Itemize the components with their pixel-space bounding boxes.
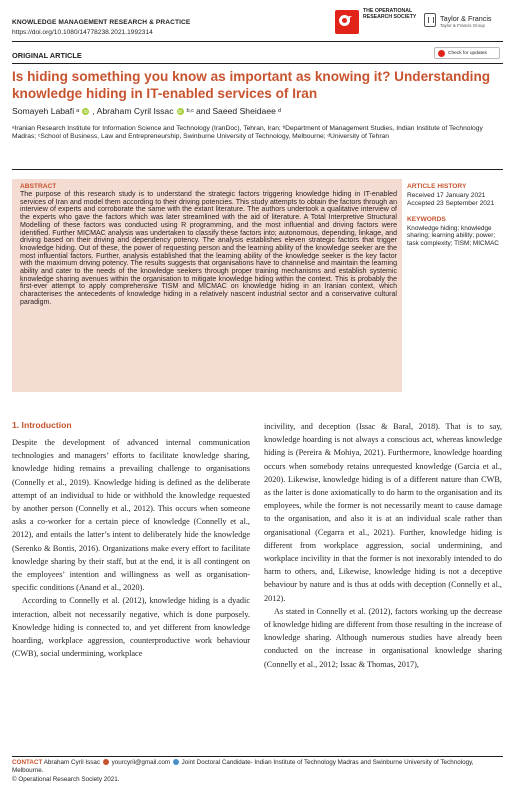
abstract-text: The purpose of this research study is to understand the strategic factors triggering knowledge hiding in IT-enabled services of Iran and model them according to their driving potencies. This study attempts to obtain the factors through an interview of experts and corroborate the same with the extant literature. The authors undertook a qualitative interview of the experts who gave the factors which was later streamlined with the aid of literature. A Total Interpretive Structural Modelling of these factors was conducted using R programming, and the most influential and driving factors were identified. Further MICMAC analysis was undertaken to classify these factors into; autonomous, depending, linkage, and driving based on their driving and dependency potency. The analysis establishes eleven strategic factors that trigger knowledge hiding. Out of these, the power of requesting person and the learning ability of the knowledge seeker are the most influential factors. Further, analysis established that the learning ability of the knowledge seeker is the key factor with the maximum driving potency. The results suggests that organisations have to channelise and maintain the learning ability and cater to the needs of the knowledge seekers through proper training mechanisms and establish systemic knowledge sharing avenues within the organisation to mitigate knowledge hiding within the context. This is probably the first-ever attempt to apply comprehensive TISM and MICMAC on knowledge hiding in an Iranian context, which characterises the antecedents of knowledge hiding in a relatively nascent industrial sector and a conservative cultural paradigm. [20,191,397,306]
article-title: Is hiding something you know as important as knowing it? Understanding knowledge hiding in IT-enabled services of Iran [12,69,491,101]
email-icon [103,759,109,765]
affiliation-rule [12,169,503,170]
publisher-subname: Taylor & Francis Group [440,23,485,28]
author-name: Saeed Sheidaee [212,106,276,116]
author-name: Abraham Cyril Issac [96,106,174,116]
paragraph: Despite the development of advanced internal communication technologies and managers’ efforts to facilitate knowledge sharing, knowledge hiding remains a prevailing challenge to organisations (Connelly et al., 2019). Knowledge hiding is defined as the deliberate attempt of an individual to hide or withhold the knowledge requested by another person (Connelly et al., 2012). This occurs when someone asks a co-worker for a certain piece of knowledge (Connelly et al., 2012), and entails the latter’s intent to deliberately hide the knowledge (Serenko & Bontis, 2016). Organizations make every effort to facilitate knowledge sharing by their staff, but at the end, it is all contingent on the employees’ intention and willingness as well as organisation-specific conditions (Anand et al., 2020). [12,438,250,593]
section-heading: 1. Introduction [12,420,72,430]
author-separator: , [92,106,95,116]
contact-block [12,759,503,774]
article-type: ORIGINAL ARTICLE [12,51,82,60]
paragraph: incivility, and deception (Issac & Baral, 2018). That is to say, knowledge hoarding is not always a conscious act, whereas knowledge hiding is (Pereira & Mohiya, 2021). Furthermore, knowledge hoarding occurs when somebody retains unrequested knowledge (Garcia et al., 2020). Likewise, knowledge hiding is of a different nature than CWB, as the latter is done axiomatically to do harm to the organisation and its employees, while the former is not necessarily meant to cause damage to the organisation, and also it is at an individual scale rather than organisational (Cegarra et al., 2021). Further, knowledge hiding is different from workplace aggression, social undermining, and workplace incivility in that the former is not inexorably intended to do harm to others, and, Likewise, knowledge hiding is not a deceptive behaviour by nature and is thus at odds with deception (Connelly et al., 2012). [264,422,502,603]
doi-link[interactable]: https://doi.org/10.1080/14778238.2021.1992314 [12,29,153,36]
body-column-left [12,436,250,660]
check-updates-icon [438,50,445,57]
keywords-list: Knowledge hiding; knowledge sharing; learning ability; power; task complexity; TISM; MICMAC [407,225,499,247]
check-updates-button[interactable] [434,47,500,59]
author-affil-mark: d [277,108,282,114]
journal-name: KNOWLEDGE MANAGEMENT RESEARCH & PRACTICE [12,19,191,26]
society-logo-icon: r [335,10,359,34]
contact-note: Joint Doctoral Candidate- Indian Institute of Technology Madras and Swinburne University of Technology, Melbourne. [12,759,474,774]
copyright: © Operational Research Society 2021. [12,776,120,783]
abstract-heading: ABSTRACT [20,183,57,190]
author-list [12,106,502,116]
header-rule [12,41,503,42]
society-name: THE OPERATIONAL RESEARCH SOCIETY [363,8,417,20]
contact-label: CONTACT [12,759,43,766]
contact-email[interactable]: yourcyril@gmail.com [111,759,171,766]
publisher-logo-icon [424,13,436,27]
orcid-icon[interactable]: iD [83,108,88,114]
title-rule [12,63,503,64]
orcid-icon[interactable]: iD [177,108,183,114]
accepted-date: Accepted 23 September 2021 [407,200,495,207]
author-name: Somayeh Labafi [12,106,75,116]
paragraph: According to Connelly et al. (2012), knowledge hiding is a dyadic interaction, albeit not necessarily negative, which is done purposely. Knowledge hiding is connected to, and yet different from knowledge hoarding, workplace aggression, counterproductive work behaviour (CWB), social undermining, workplace [12,596,250,659]
affiliations: ᵃIranian Research Institute for Information Science and Technology (IranDoc), Tehran, Iran; ᵇDepartment of Management Studies, Indian Institute of Technology Madras; ᶜSchool of Business, Law and Entrepreneurship, Swinburne University of Technology, Melbourne; ᵈUniversity of Tehran [12,125,483,141]
received-date: Received 17 January 2021 [407,192,486,199]
keywords-heading: KEYWORDS [407,216,446,223]
author-affil-mark: a [76,108,80,114]
paragraph: As stated in Connelly et al. (2012), factors working up the decrease of knowledge hiding are different from those resulting in the increase of knowledge sharing. Although numerous studies have already been conducted on the increase in organisational knowledge sharing (Connelly et al., 2012; Issac & Thomas, 2017), [264,606,502,669]
contact-name: Abraham Cyril Issac [43,759,101,766]
publisher-name: Taylor & Francis [440,14,492,23]
footer-rule [12,756,503,757]
info-icon [173,759,179,765]
author-separator: and [195,106,211,116]
body-column-right [264,420,502,671]
history-heading: ARTICLE HISTORY [407,183,467,190]
author-affil-mark: b,c [186,108,194,114]
check-updates-label: Check for updates [448,50,487,56]
